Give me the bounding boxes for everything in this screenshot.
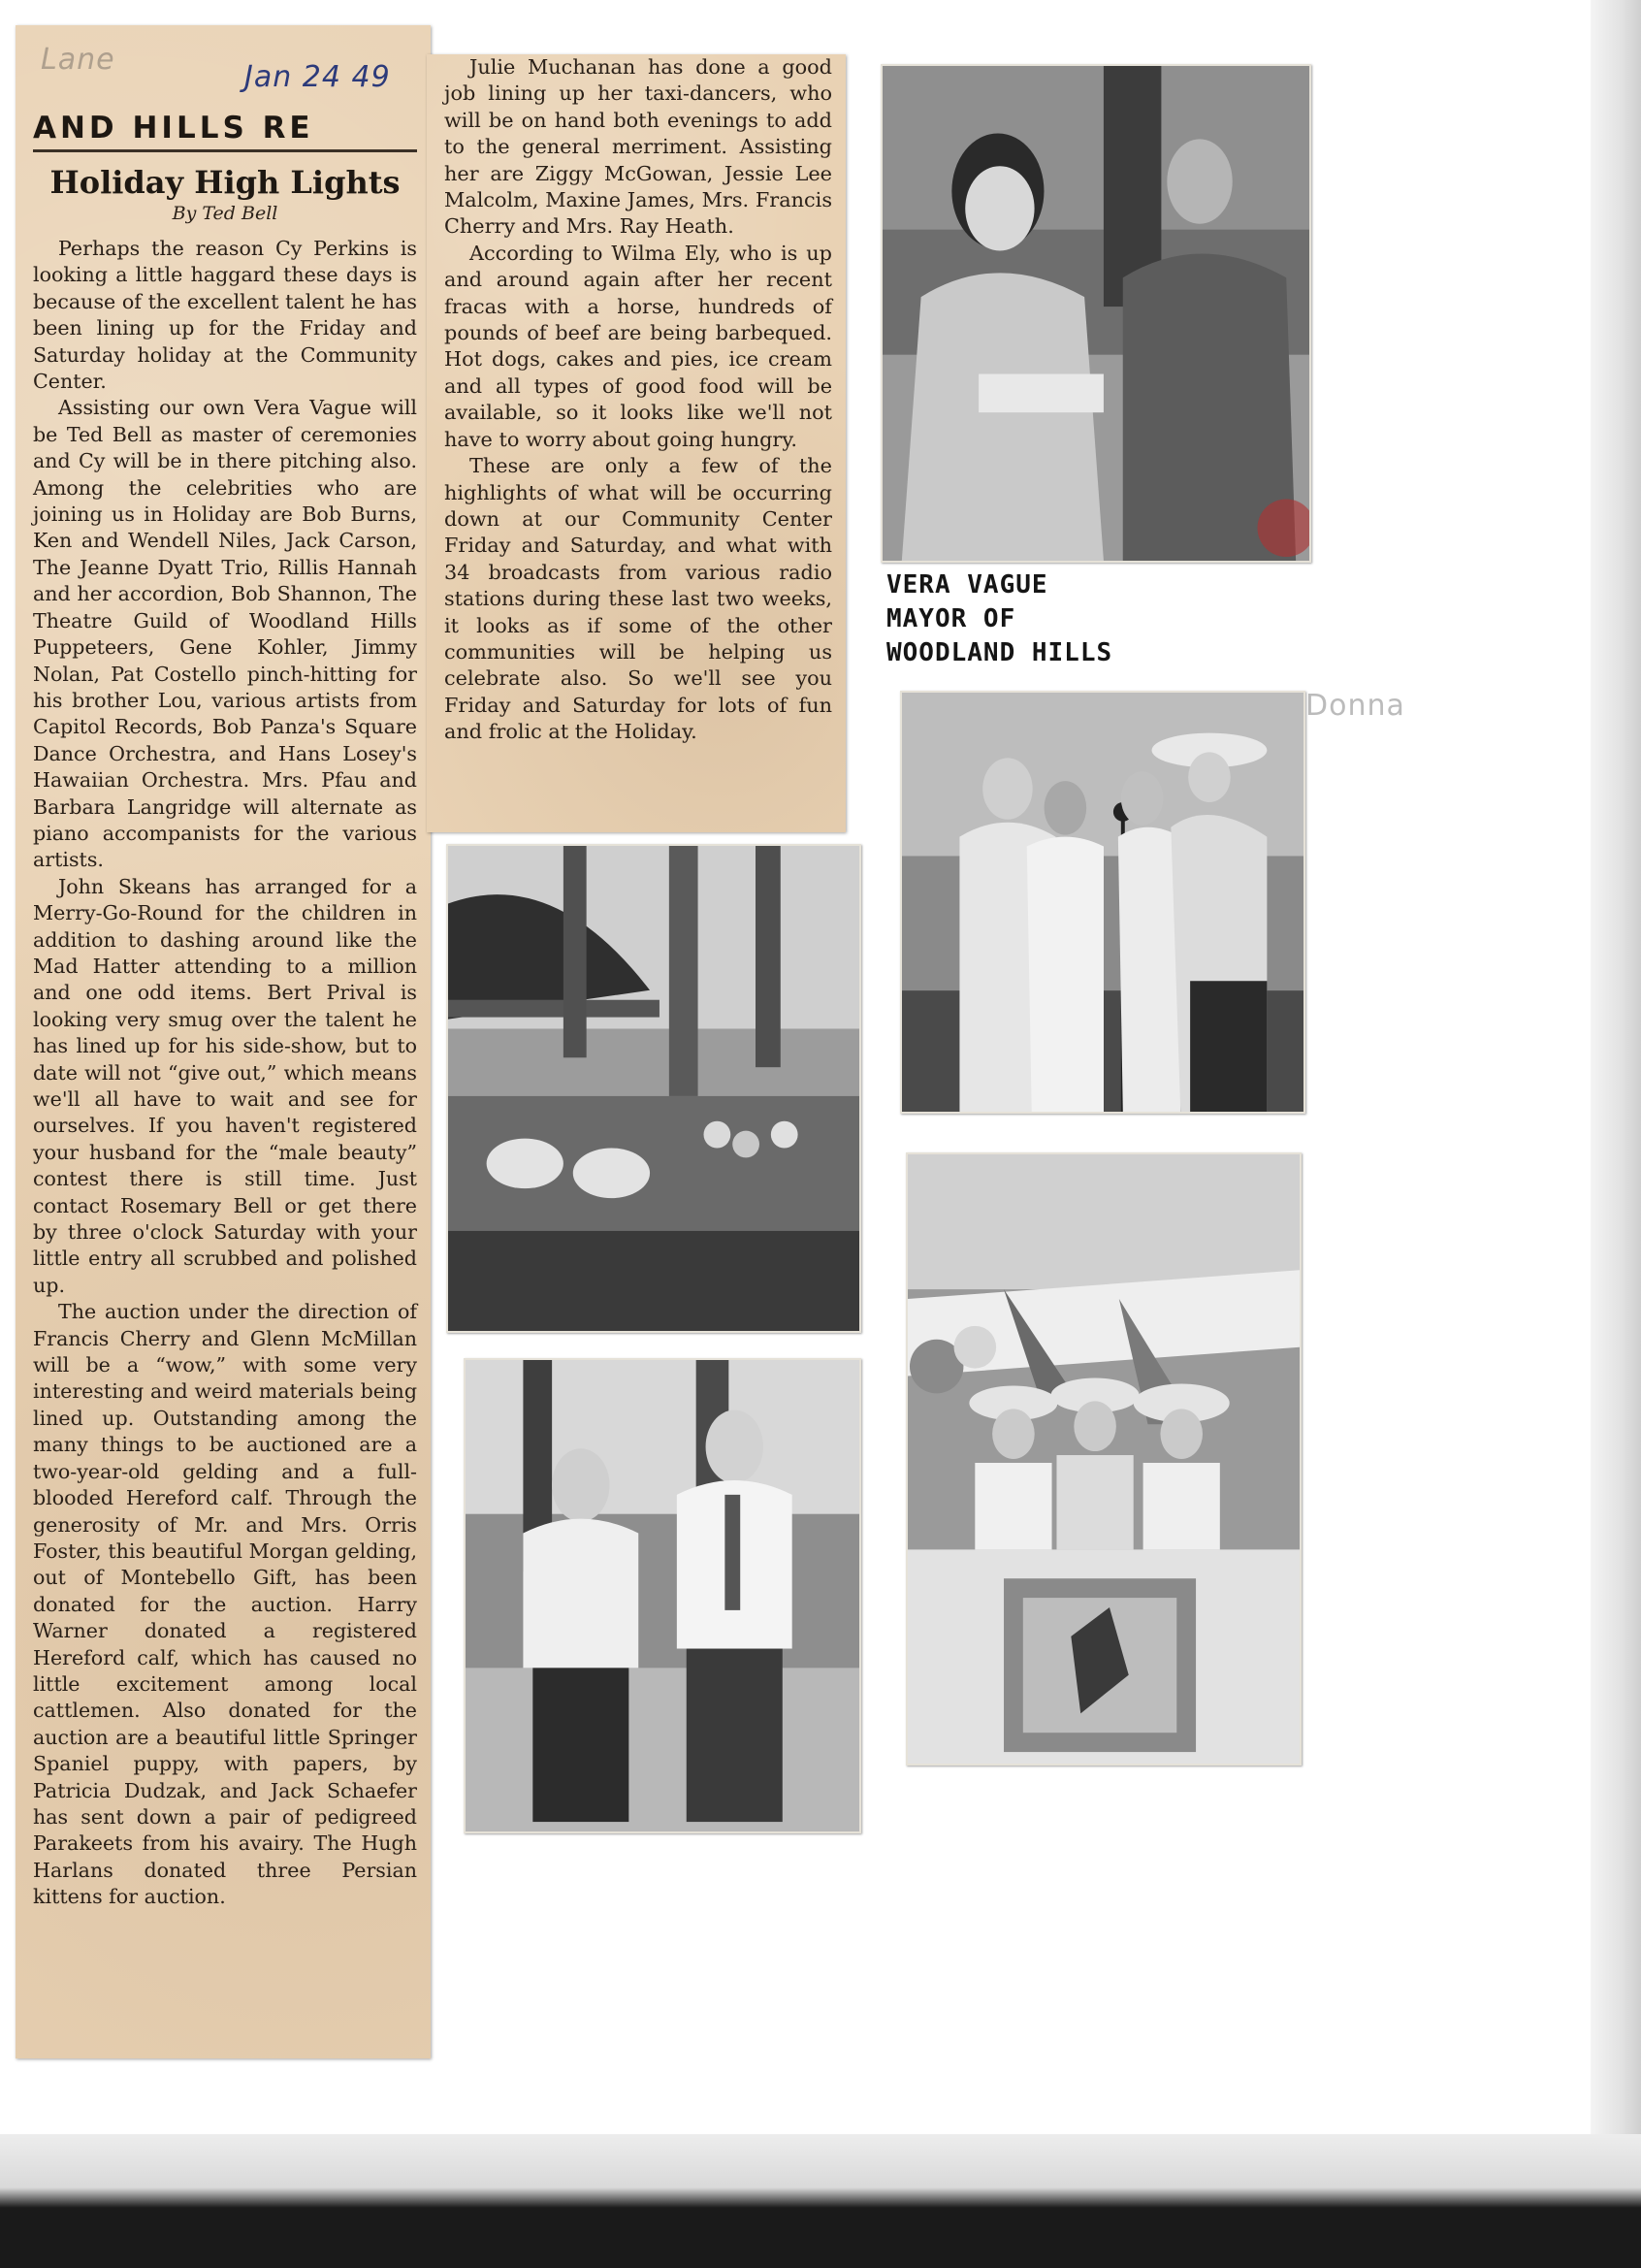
caption-line: MAYOR OF — [886, 604, 1016, 633]
paragraph: The auction under the direction of Francis Cherry and Glenn McMillan will be a “wow,” with some very interesting and weird materials being lined up. Outstanding among the many things to be auctioned are a two-year-old gelding and a full-blooded Hereford calf. Through the generosity of Mr. and Mrs. Orris Foster, this beautiful Morgan gelding, out of Montebello Gift, has been donated for the auction. Harry Warner donated a registered Hereford calf, which has caused no little excitement among local cattlemen. Also donated for the auction are a beautiful little Springer Spaniel puppy, with papers, by Patricia Dudzak, and Jack Schaefer has sent down a pair of pedigreed Parakeets from his avairy. The Hugh Harlans donated three Persian kittens for auction. — [33, 1300, 417, 1909]
paragraph: Assisting our own Vera Vague will be Ted Bell as master of ceremonies and Cy will be in there pitching also. Among the celebrities who are joining us in Holiday are Bob Burns, Ken and Wendell Niles, Jack Carson, The Jeanne Dyatt Trio, Rillis Hannah and her accordion, Bob Shannon, The Theatre Guild of Woodland Hills Puppeteers, Gene Kohler, Jimmy Nolan, Pat Costello pinch-hitting for his brother Lou, various artists from Capitol Records, Bob Panza's Square Dance Orchestra, and Hans Losey's Hawaiian Orchestra. Mrs. Pfau and Barbara Langridge will alternate as piano accompanists for the various artists. — [33, 396, 417, 872]
caption-line: WOODLAND HILLS — [886, 638, 1113, 667]
paragraph: Julie Muchanan has done a good job lining up her taxi-dancers, who will be on hand both evenings to add to the general merriment. Assisting her are Ziggy McGowan, Jessie Lee Malcolm, Maxine James, Mrs. Francis Cherry and Mrs. Ray Heath. — [444, 55, 832, 239]
paragraph: According to Wilma Ely, who is up and around again after her recent fracas with a horse, hundreds of pounds of beef are being barbequed. Hot dogs, cakes and pies, ice cream and all types of good food will be available, so it looks like we'll not have to worry about going hungry. — [444, 241, 832, 451]
paragraph: These are only a few of the highlights of what will be occurring down at our Community Center Friday and Saturday, and what with 34 broadcasts from various radio stations during these last two weeks, it looks as if some of the other communities will be helping us celebrate also. So we'll see you Friday and Saturday for lots of fun and frolic at the Holiday. — [444, 454, 832, 744]
newspaper-clipping-left — [16, 25, 431, 2058]
page-edge-right — [1591, 0, 1641, 2268]
photo-caption — [886, 568, 1177, 670]
paragraph: Perhaps the reason Cy Perkins is looking a little haggard these days is because of the excellent talent he has been lining up for the Friday and Saturday holiday at the Community Center. — [33, 237, 417, 394]
newspaper-clipping-middle — [427, 54, 846, 832]
photo-merry-go-round — [446, 844, 861, 1333]
article-body-left — [33, 236, 417, 1911]
paragraph: John Skeans has arranged for a Merry-Go-Round for the children in addition to dashing around like the Mad Hatter attending to a million and one odd items. Bert Prival is looking very smug over the talent he has lined up for his side-show, but to date will not “give out,” which means we'll all have to wait and see for ourselves. If you haven't registered your husband for the “male beauty” contest there is still time. Just contact Rosemary Bell or get there by three o'clock Saturday with your little entry all scrubbed and polished up. — [33, 874, 417, 1297]
headline: Holiday High Lights — [49, 164, 401, 201]
photo-microphone-group — [900, 691, 1305, 1114]
photo-two-men — [464, 1358, 861, 1833]
caption-line: VERA VAGUE — [886, 570, 1048, 599]
faint-note: Donna — [1305, 689, 1405, 723]
photo-vera-vague — [881, 64, 1311, 563]
masthead: AND HILLS RE — [33, 111, 417, 152]
source-note: Lane — [41, 43, 115, 77]
photo-booth-women — [906, 1152, 1302, 1766]
date-note: Jan 24 49 — [244, 60, 391, 94]
page-edge-bottom — [0, 2134, 1641, 2268]
article-body-middle — [444, 54, 832, 746]
byline: By Ted Bell — [172, 203, 278, 224]
